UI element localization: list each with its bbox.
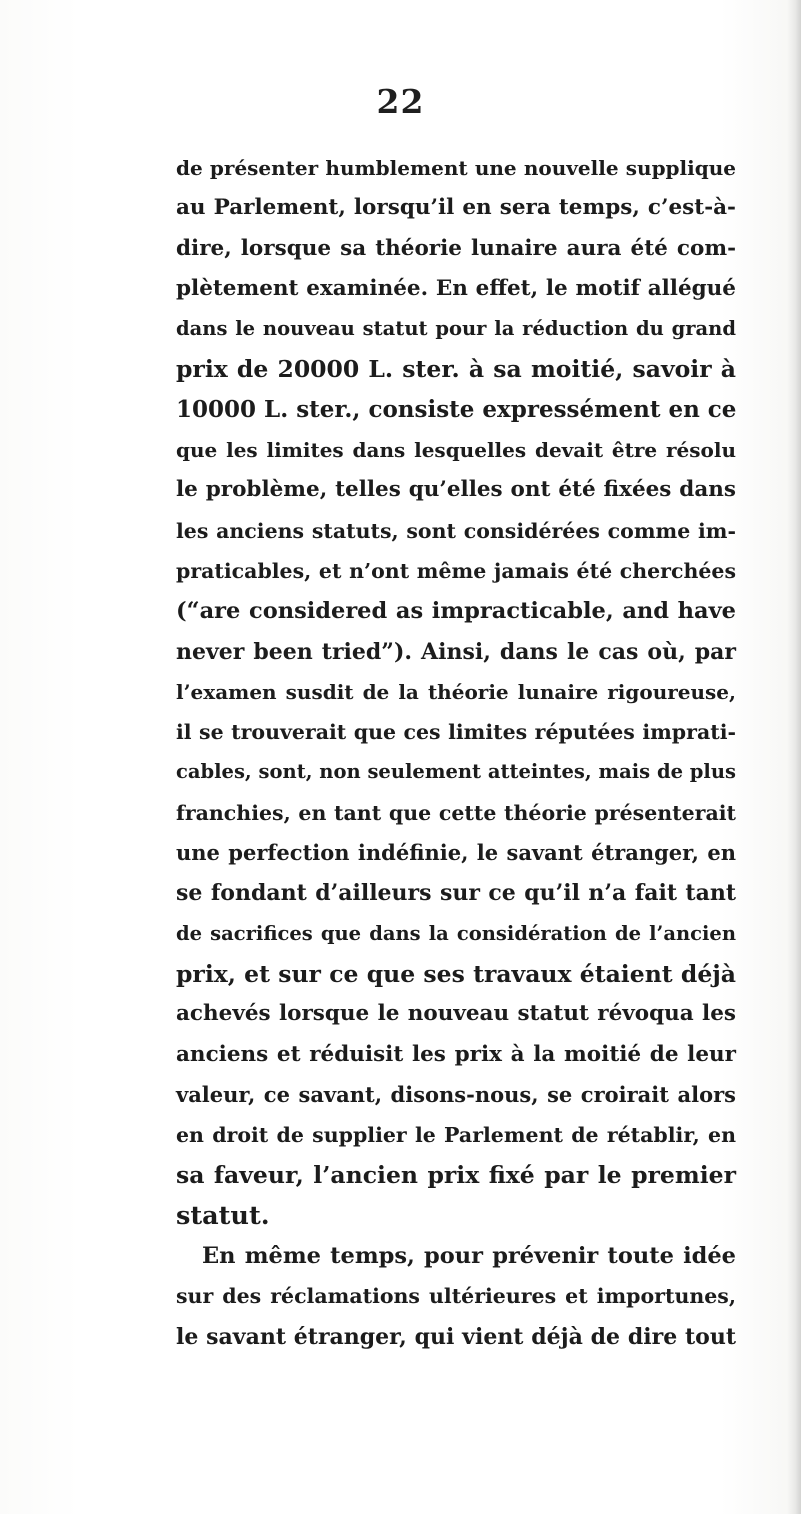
text-line: anciens et réduisit les prix à la moitié de leur [176,1041,736,1067]
page-edge-shadow [787,0,801,1514]
text-line: les anciens statuts, sont considérées comme im- [176,518,736,543]
text-line: le problème, telles qu’elles ont été fixées dans [176,477,736,503]
paragraph-end-line: statut. [176,1200,270,1231]
text-line: se fondant d’ailleurs sur ce qu’il n’a fait tant [176,880,736,907]
page-number: 22 [376,82,425,121]
text-line: prix de 20000 L. ster. à sa moitié, savoir à [176,355,736,384]
text-line: dire, lorsque sa théorie lunaire aura été com- [176,235,736,261]
text-line: au Parlement, lorsqu’il en sera temps, c’est-à- [176,195,736,221]
text-line: l’examen susdit de la théorie lunaire rigoureuse, [176,679,736,704]
text-line: plètement examinée. En effet, le motif allégué [176,275,736,301]
text-line: franchies, en tant que cette théorie présenterait [176,800,736,825]
text-line: never been tried”). Ainsi, dans le cas où, par [176,638,736,665]
text-line: une perfection indéfinie, le savant étranger, en [176,840,736,866]
body-text [176,148,736,1357]
text-line: que les limites dans lesquelles devait être résolu [176,438,736,463]
text-line: il se trouverait que ces limites réputées imprati- [176,720,736,745]
text-line: sur des réclamations ultérieures et importunes, [176,1284,736,1309]
text-line: praticables, et n’ont même jamais été cherchées [176,558,736,583]
text-line: prix, et sur ce que ses travaux étaient déjà [176,959,736,988]
text-line: en droit de supplier le Parlement de rétablir, en [176,1123,736,1148]
text-line: dans le nouveau statut pour la réduction du grand [176,317,736,341]
text-line: cables, sont, non seulement atteintes, mais de plus [176,760,736,784]
text-line: valeur, ce savant, disons-nous, se croirait alors [176,1081,736,1107]
text-line: sa faveur, l’ancien prix fixé par le premier [176,1161,736,1190]
text-line: le savant étranger, qui vient déjà de dire tout [176,1323,736,1350]
text-line: 10000 L. ster., consiste expressément en ce [176,395,737,423]
text-line: de présenter humblement une nouvelle supplique [176,156,736,180]
text-line: de sacrifices que dans la considération de l’ancien [176,921,736,945]
text-line: achevés lorsque le nouveau statut révoqua les [176,1001,736,1027]
paragraph-start-line: En même temps, pour prévenir toute idée [202,1243,736,1270]
text-line: (“are considered as impracticable, and have [176,598,736,625]
